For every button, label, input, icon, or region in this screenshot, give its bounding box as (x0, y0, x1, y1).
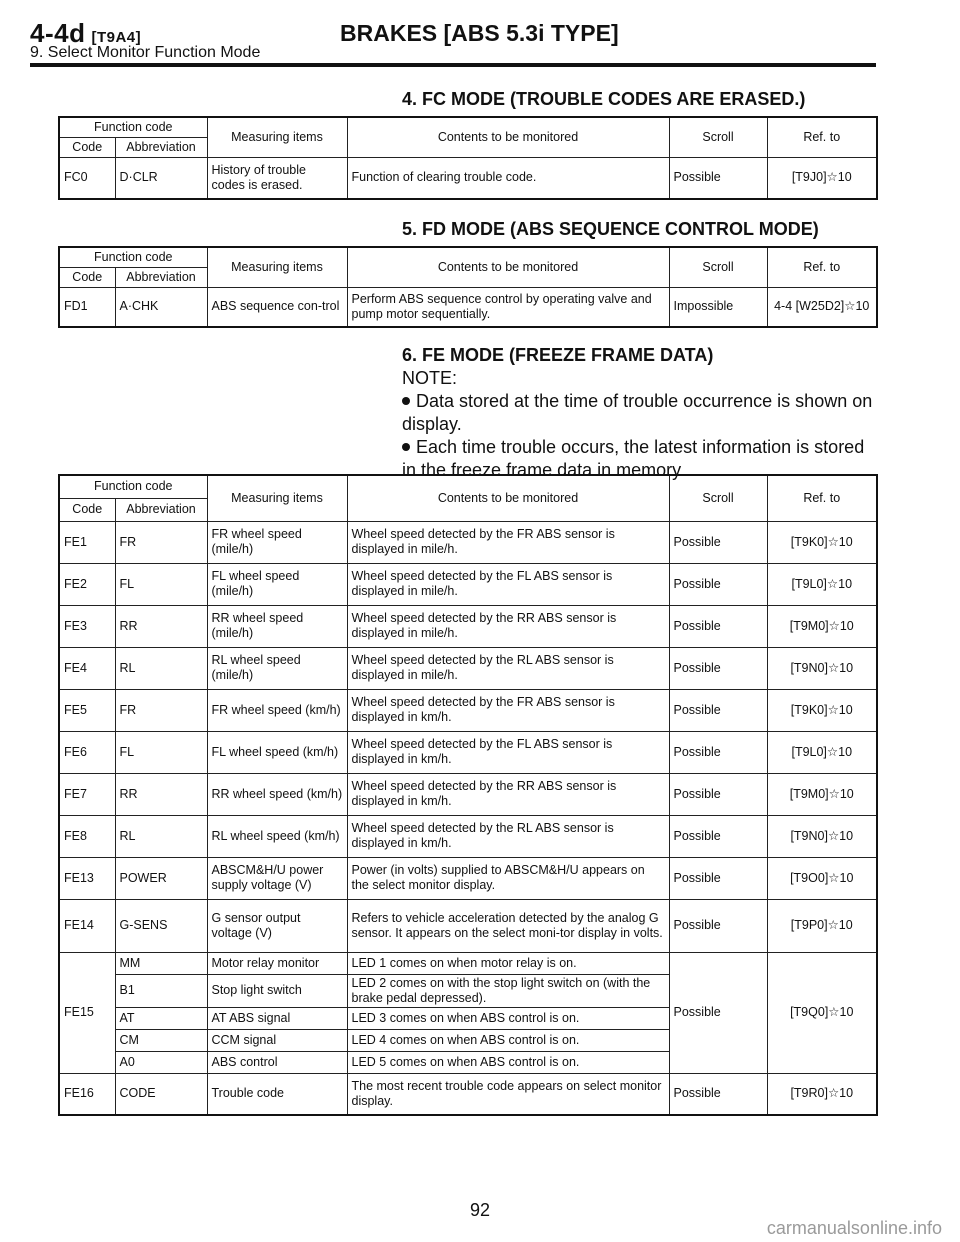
cell-abbreviation: B1 (115, 974, 207, 1007)
header-contents: Contents to be monitored (347, 117, 669, 157)
watermark: carmanualsonline.info (766, 1218, 942, 1238)
cell-ref: 4-4 [W25D2]☆10 (767, 287, 877, 327)
cell-code: FE2 (59, 563, 115, 605)
cell-contents: Wheel speed detected by the FR ABS sensor is displayed in km/h. (347, 689, 669, 731)
table-row (59, 815, 877, 857)
table-row (59, 287, 877, 327)
cell-ref: [T9Q0]☆10 (767, 952, 877, 1073)
cell-measuring-item: History of trouble codes is erased. (207, 157, 347, 199)
cell-abbreviation: A·CHK (115, 287, 207, 327)
cell-abbreviation: RL (115, 647, 207, 689)
cell-measuring-item: RR wheel speed (km/h) (207, 773, 347, 815)
cell-contents: LED 4 comes on when ABS control is on. (347, 1029, 669, 1051)
cell-measuring-item: FL wheel speed (mile/h) (207, 563, 347, 605)
header-abbreviation: Abbreviation (115, 498, 207, 521)
header-function-code: Function code (59, 247, 207, 267)
cell-code: FE5 (59, 689, 115, 731)
cell-ref: [T9M0]☆10 (767, 605, 877, 647)
table-row (59, 731, 877, 773)
table-row (59, 563, 877, 605)
header-rule (30, 63, 876, 67)
cell-code: FE16 (59, 1073, 115, 1115)
header-function-code: Function code (59, 117, 207, 137)
cell-abbreviation: POWER (115, 857, 207, 899)
header-contents: Contents to be monitored (347, 475, 669, 521)
cell-scroll: Possible (669, 563, 767, 605)
cell-measuring-item: Trouble code (207, 1073, 347, 1115)
cell-scroll: Possible (669, 647, 767, 689)
cell-contents: Wheel speed detected by the RL ABS sensor is displayed in mile/h. (347, 647, 669, 689)
cell-abbreviation: CODE (115, 1073, 207, 1115)
header-scroll: Scroll (669, 247, 767, 287)
cell-measuring-item: AT ABS signal (207, 1007, 347, 1029)
cell-abbreviation: FR (115, 689, 207, 731)
header-ref: Ref. to (767, 117, 877, 157)
cell-abbreviation: FR (115, 521, 207, 563)
cell-measuring-item: G sensor output voltage (V) (207, 899, 347, 952)
table-row (59, 521, 877, 563)
cell-abbreviation: FL (115, 731, 207, 773)
cell-measuring-item: RL wheel speed (mile/h) (207, 647, 347, 689)
cell-measuring-item: FR wheel speed (mile/h) (207, 521, 347, 563)
header-function-code: Function code (59, 475, 207, 498)
cell-contents: Wheel speed detected by the FL ABS sensor is displayed in km/h. (347, 731, 669, 773)
cell-ref: [T9M0]☆10 (767, 773, 877, 815)
header-measuring-items: Measuring items (207, 247, 347, 287)
cell-abbreviation: G-SENS (115, 899, 207, 952)
table-row (59, 1073, 877, 1115)
cell-contents: LED 5 comes on when ABS control is on. (347, 1051, 669, 1073)
cell-contents: Function of clearing trouble code. (347, 157, 669, 199)
table-row (59, 605, 877, 647)
cell-ref: [T9N0]☆10 (767, 815, 877, 857)
section-ref: [T9A4] (91, 29, 142, 46)
cell-code: FE14 (59, 899, 115, 952)
cell-scroll: Impossible (669, 287, 767, 327)
note-block (402, 367, 880, 482)
cell-code: FD1 (59, 287, 115, 327)
fd-mode-table (58, 246, 878, 328)
cell-abbreviation: RL (115, 815, 207, 857)
cell-abbreviation: RR (115, 773, 207, 815)
cell-code: FE13 (59, 857, 115, 899)
header-abbreviation: Abbreviation (115, 137, 207, 157)
note-label: NOTE: (402, 368, 458, 388)
cell-abbreviation: FL (115, 563, 207, 605)
cell-abbreviation: CM (115, 1029, 207, 1051)
cell-code: FE6 (59, 731, 115, 773)
page-subtitle: 9. Select Monitor Function Mode (30, 44, 261, 61)
cell-scroll: Possible (669, 773, 767, 815)
header-ref: Ref. to (767, 475, 877, 521)
cell-measuring-item: RR wheel speed (mile/h) (207, 605, 347, 647)
cell-scroll: Possible (669, 689, 767, 731)
header-measuring-items: Measuring items (207, 117, 347, 157)
note-text: Data stored at the time of trouble occurrence is shown on display. (402, 391, 873, 434)
fe-mode-table (58, 474, 878, 1116)
cell-abbreviation: D·CLR (115, 157, 207, 199)
cell-ref: [T9P0]☆10 (767, 899, 877, 952)
cell-measuring-item: Motor relay monitor (207, 952, 347, 974)
fc-mode-title: 4. FC MODE (TROUBLE CODES ARE ERASED.) (402, 89, 806, 109)
fc-mode-table (58, 116, 878, 200)
header-code: Code (59, 137, 115, 157)
cell-contents: The most recent trouble code appears on select monitor display. (347, 1073, 669, 1115)
cell-measuring-item: ABS control (207, 1051, 347, 1073)
cell-measuring-item: Stop light switch (207, 974, 347, 1007)
cell-code: FE1 (59, 521, 115, 563)
page-title: BRAKES [ABS 5.3i TYPE] (340, 20, 619, 46)
table-row (59, 157, 877, 199)
page-number: 92 (469, 1200, 491, 1220)
cell-contents: LED 3 comes on when ABS control is on. (347, 1007, 669, 1029)
cell-code: FE15 (59, 952, 115, 1073)
cell-scroll: Possible (669, 157, 767, 199)
cell-code: FC0 (59, 157, 115, 199)
cell-contents: Refers to vehicle acceleration detected by the analog G sensor. It appears on the select moni-tor display in volts. (347, 899, 669, 952)
note-text: Each time trouble occurs, the latest information is stored in the freeze frame data in memory. (402, 437, 865, 480)
cell-measuring-item: ABS sequence con-trol (207, 287, 347, 327)
cell-scroll: Possible (669, 605, 767, 647)
section-number: 4-4d (30, 18, 86, 48)
header-code: Code (59, 267, 115, 287)
table-row (59, 857, 877, 899)
header-code: Code (59, 498, 115, 521)
cell-contents: Wheel speed detected by the FR ABS sensor is displayed in mile/h. (347, 521, 669, 563)
cell-ref: [T9R0]☆10 (767, 1073, 877, 1115)
cell-code: FE8 (59, 815, 115, 857)
cell-contents: Wheel speed detected by the RR ABS sensor is displayed in mile/h. (347, 605, 669, 647)
table-row (59, 647, 877, 689)
table-row (59, 773, 877, 815)
header-scroll: Scroll (669, 475, 767, 521)
cell-measuring-item: RL wheel speed (km/h) (207, 815, 347, 857)
cell-ref: [T9L0]☆10 (767, 563, 877, 605)
table-row (59, 899, 877, 952)
table-row (59, 952, 877, 974)
cell-code: FE7 (59, 773, 115, 815)
cell-ref: [T9N0]☆10 (767, 647, 877, 689)
cell-scroll: Possible (669, 899, 767, 952)
cell-abbreviation: MM (115, 952, 207, 974)
table-row (59, 689, 877, 731)
fe-mode-title: 6. FE MODE (FREEZE FRAME DATA) (402, 345, 714, 365)
header-abbreviation: Abbreviation (115, 267, 207, 287)
cell-contents: Wheel speed detected by the FL ABS sensor is displayed in mile/h. (347, 563, 669, 605)
cell-contents: Power (in volts) supplied to ABSCM&H/U appears on the select monitor display. (347, 857, 669, 899)
cell-contents: Perform ABS sequence control by operating valve and pump motor sequentially. (347, 287, 669, 327)
cell-measuring-item: FR wheel speed (km/h) (207, 689, 347, 731)
cell-measuring-item: CCM signal (207, 1029, 347, 1051)
cell-ref: [T9J0]☆10 (767, 157, 877, 199)
cell-scroll: Possible (669, 952, 767, 1073)
cell-contents: Wheel speed detected by the RR ABS sensor is displayed in km/h. (347, 773, 669, 815)
cell-abbreviation: RR (115, 605, 207, 647)
header-scroll: Scroll (669, 117, 767, 157)
header-ref: Ref. to (767, 247, 877, 287)
note-item (402, 390, 880, 436)
cell-abbreviation: A0 (115, 1051, 207, 1073)
cell-contents: LED 1 comes on when motor relay is on. (347, 952, 669, 974)
cell-contents: LED 2 comes on with the stop light switch on (with the brake pedal depressed). (347, 974, 669, 1007)
cell-code: FE4 (59, 647, 115, 689)
cell-scroll: Possible (669, 857, 767, 899)
table-header-row (59, 117, 877, 137)
bullet-icon (402, 397, 410, 405)
header-contents: Contents to be monitored (347, 247, 669, 287)
table-header-row (59, 247, 877, 267)
cell-ref: [T9O0]☆10 (767, 857, 877, 899)
cell-scroll: Possible (669, 731, 767, 773)
cell-measuring-item: FL wheel speed (km/h) (207, 731, 347, 773)
fd-mode-title: 5. FD MODE (ABS SEQUENCE CONTROL MODE) (402, 219, 819, 239)
cell-ref: [T9K0]☆10 (767, 521, 877, 563)
table-header-row (59, 475, 877, 498)
cell-contents: Wheel speed detected by the RL ABS sensor is displayed in km/h. (347, 815, 669, 857)
cell-measuring-item: ABSCM&H/U power supply voltage (V) (207, 857, 347, 899)
cell-abbreviation: AT (115, 1007, 207, 1029)
cell-ref: [T9L0]☆10 (767, 731, 877, 773)
cell-code: FE3 (59, 605, 115, 647)
cell-scroll: Possible (669, 815, 767, 857)
header-measuring-items: Measuring items (207, 475, 347, 521)
cell-scroll: Possible (669, 521, 767, 563)
bullet-icon (402, 443, 410, 451)
cell-scroll: Possible (669, 1073, 767, 1115)
cell-ref: [T9K0]☆10 (767, 689, 877, 731)
